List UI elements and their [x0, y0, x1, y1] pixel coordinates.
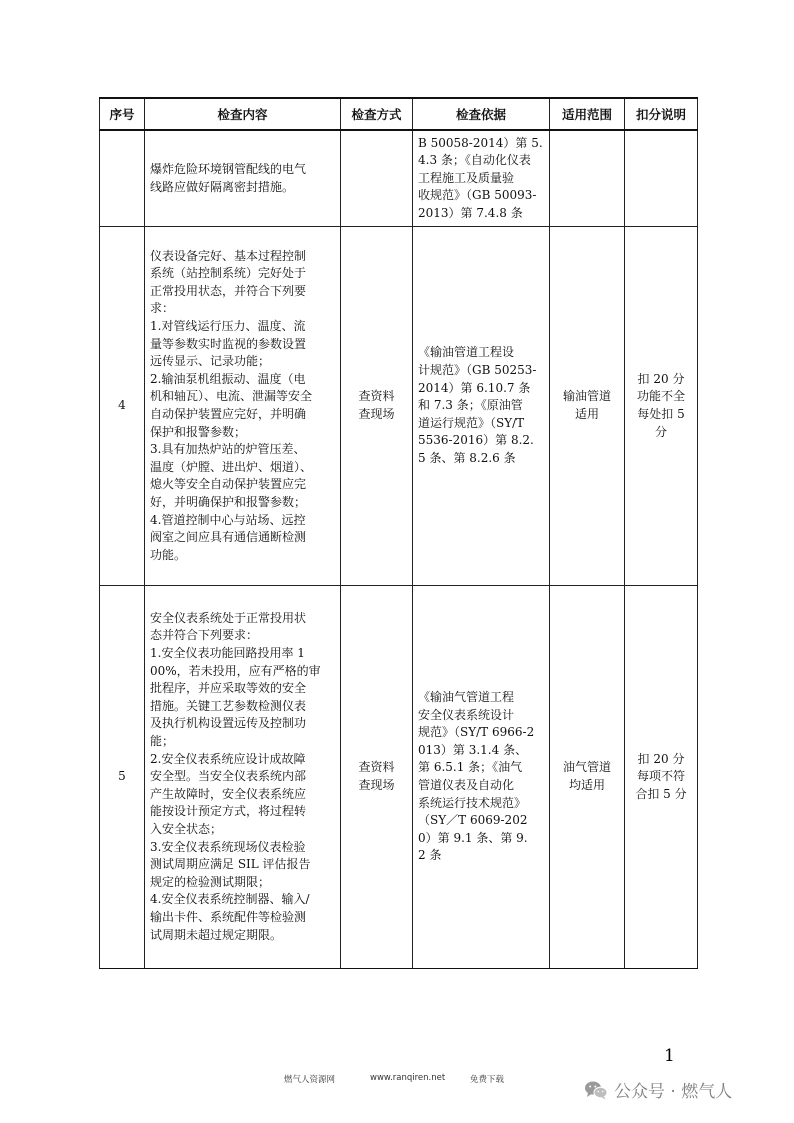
deduction-line: 合扣 5 分 — [635, 786, 687, 801]
content-line: 产生故障时，安全仪表系统应 — [150, 786, 307, 801]
header-deduction: 扣分说明 — [625, 98, 698, 130]
scope-line: 输油管道 — [562, 389, 611, 404]
cell-scope — [550, 586, 625, 969]
content-line: 机和轴瓦）、电流、泄漏等安全 — [150, 389, 313, 404]
content-line: 线路应做好隔离密封措施。 — [150, 179, 295, 194]
basis-line: 安全仪表系统设计 — [418, 707, 515, 722]
basis-line: 第 6.5.1 条；《油气 — [418, 760, 523, 775]
header-seq: 序号 — [100, 98, 145, 130]
basis-line: 收规范》（GB 50093- — [418, 188, 537, 203]
basis-line: 5536-2016）第 8.2. — [418, 433, 534, 448]
table-row — [100, 586, 698, 969]
content-line: 措施。关键工艺参数检测仪表 — [150, 698, 307, 713]
cell-deduction — [625, 227, 698, 586]
basis-line: 计规范》（GB 50253- — [418, 363, 537, 378]
basis-line: 《输油气管道工程 — [418, 690, 515, 705]
basis-line: 0）第 9.1 条、第 9. — [418, 830, 528, 845]
content-line: 态并符合下列要求： — [150, 628, 259, 643]
basis-line: 工程施工及质量验 — [418, 170, 515, 185]
content-line: 爆炸危险环境钢管配线的电气 — [150, 161, 307, 176]
deduction-line: 扣 20 分 — [637, 751, 685, 766]
cell-deduction — [625, 586, 698, 969]
content-line: 3.具有加热炉站的炉管压差、 — [150, 442, 306, 457]
content-line: 温度（炉膛、进出炉、烟道）、 — [150, 459, 313, 474]
deduction-line: 功能不全 — [636, 389, 685, 404]
deduction-line: 扣 20 分 — [637, 371, 685, 386]
basis-line: 2013）第 7.4.8 条 — [418, 205, 523, 220]
footer-site-name: 燃气人资源网 — [284, 1075, 336, 1085]
content-line: 4.管道控制中心与站场、远控 — [150, 512, 306, 527]
content-line: 安全型。当安全仪表系统内部 — [150, 769, 307, 784]
content-line: 能按设计预定方式，将过程转 — [150, 804, 307, 819]
scope-line: 油气管道 — [562, 760, 611, 775]
table-row — [100, 227, 698, 586]
watermark-text: 公众号 · 燃气人 — [614, 1082, 733, 1102]
cell-method — [341, 227, 413, 586]
method-line: 查现场 — [358, 778, 395, 792]
content-line: 自动保护装置应完好，并明确 — [150, 407, 307, 421]
cell-seq — [100, 130, 145, 227]
table-header-row — [100, 98, 698, 130]
header-basis: 检查依据 — [413, 98, 550, 130]
content-line: 2.输油泵机组振动、温度（电 — [150, 371, 306, 386]
basis-line: （SY／T 6069-202 — [418, 813, 528, 828]
deduction-line: 每处扣 5 — [637, 407, 685, 421]
cell-deduction — [625, 130, 698, 227]
content-line: 功能。 — [150, 547, 187, 562]
content-line: 4.安全仪表系统控制器、输入/ — [150, 892, 310, 907]
cell-basis — [413, 586, 550, 969]
footer-free-download: 免费下载 — [470, 1075, 505, 1085]
cell-content — [145, 227, 341, 586]
deduction-line: 每项不符 — [636, 769, 685, 784]
content-line: 保护和报警参数； — [150, 424, 247, 439]
content-line: 试周期未超过规定期限。 — [150, 927, 283, 942]
content-line: 能； — [150, 734, 175, 749]
content-line: 系统（站控制系统）完好处于 — [150, 266, 307, 281]
content-line: 量等参数实时监视的参数设置 — [150, 336, 307, 351]
header-scope: 适用范围 — [550, 98, 625, 130]
content-line: 1.对管线运行压力、温度、流 — [150, 319, 306, 334]
basis-line: 013）第 3.1.4 条、 — [418, 742, 528, 757]
cell-content — [145, 586, 341, 969]
basis-line: 5 条、第 8.2.6 条 — [418, 450, 516, 465]
basis-line: B 50058-2014）第 5. — [418, 135, 543, 150]
basis-line: 规范》（SY/T 6966-2 — [418, 725, 535, 740]
content-line: 3.安全仪表系统现场仪表检验 — [150, 839, 306, 854]
content-line: 入安全状态； — [150, 821, 223, 836]
cell-basis — [413, 130, 550, 227]
inspection-table — [99, 97, 698, 969]
page-number: 1 — [664, 1046, 675, 1066]
method-line: 查资料 — [358, 389, 395, 404]
content-line: 输出卡件、系统配件等检验测 — [150, 909, 307, 924]
basis-line: 2 条 — [418, 848, 442, 863]
scope-line: 均适用 — [568, 778, 605, 792]
content-line: 安全仪表系统处于正常投用状 — [150, 610, 307, 625]
basis-line: 系统运行技术规范》 — [418, 795, 527, 810]
table-row — [100, 130, 698, 227]
cell-seq: 5 — [100, 586, 145, 969]
header-content: 检查内容 — [145, 98, 341, 130]
cell-content — [145, 130, 341, 227]
content-line: 正常投用状态，并符合下列要 — [150, 283, 307, 298]
basis-line: 《输油管道工程设 — [418, 345, 515, 360]
content-line: 求： — [150, 301, 175, 316]
content-line: 好，并明确保护和报警参数； — [150, 494, 307, 509]
content-line: 1.安全仪表功能回路投用率 1 — [150, 646, 305, 661]
footer-url[interactable]: www.ranqiren.net — [370, 1073, 446, 1083]
basis-line: 道运行规范》（SY/T — [418, 415, 525, 430]
cell-method — [341, 130, 413, 227]
watermark — [584, 1077, 732, 1102]
header-method: 检查方式 — [341, 98, 413, 130]
basis-line: 管道仪表及自动化 — [418, 778, 515, 792]
basis-line: 4.3 条；《自动化仪表 — [418, 153, 531, 168]
method-line: 查资料 — [358, 760, 395, 775]
content-line: 批程序，并应采取等效的安全 — [150, 681, 307, 696]
cell-scope — [550, 227, 625, 586]
cell-basis — [413, 227, 550, 586]
scope-line: 适用 — [574, 407, 599, 421]
method-line: 查现场 — [358, 407, 395, 421]
content-line: 阀室之间应具有通信通断检测 — [150, 530, 307, 545]
content-line: 远传显示、记录功能； — [150, 354, 271, 369]
content-line: 仪表设备完好、基本过程控制 — [150, 248, 307, 263]
content-line: 规定的检验测试期限； — [150, 874, 271, 889]
content-line: 测试周期应满足 SIL 评估报告 — [150, 857, 311, 872]
cell-scope — [550, 130, 625, 227]
cell-seq: 4 — [100, 227, 145, 586]
content-line: 及执行机构设置远传及控制功 — [150, 716, 307, 731]
content-line: 00%，若未投用，应有严格的审 — [150, 663, 321, 678]
content-line: 2.安全仪表系统应设计成故障 — [150, 751, 306, 766]
wechat-icon — [584, 1080, 608, 1100]
cell-method — [341, 586, 413, 969]
basis-line: 和 7.3 条；《原油管 — [418, 398, 523, 413]
basis-line: 2014）第 6.10.7 条 — [418, 380, 531, 395]
content-line: 熄火等安全自动保护装置应完 — [150, 477, 307, 492]
deduction-line: 分 — [654, 424, 667, 439]
